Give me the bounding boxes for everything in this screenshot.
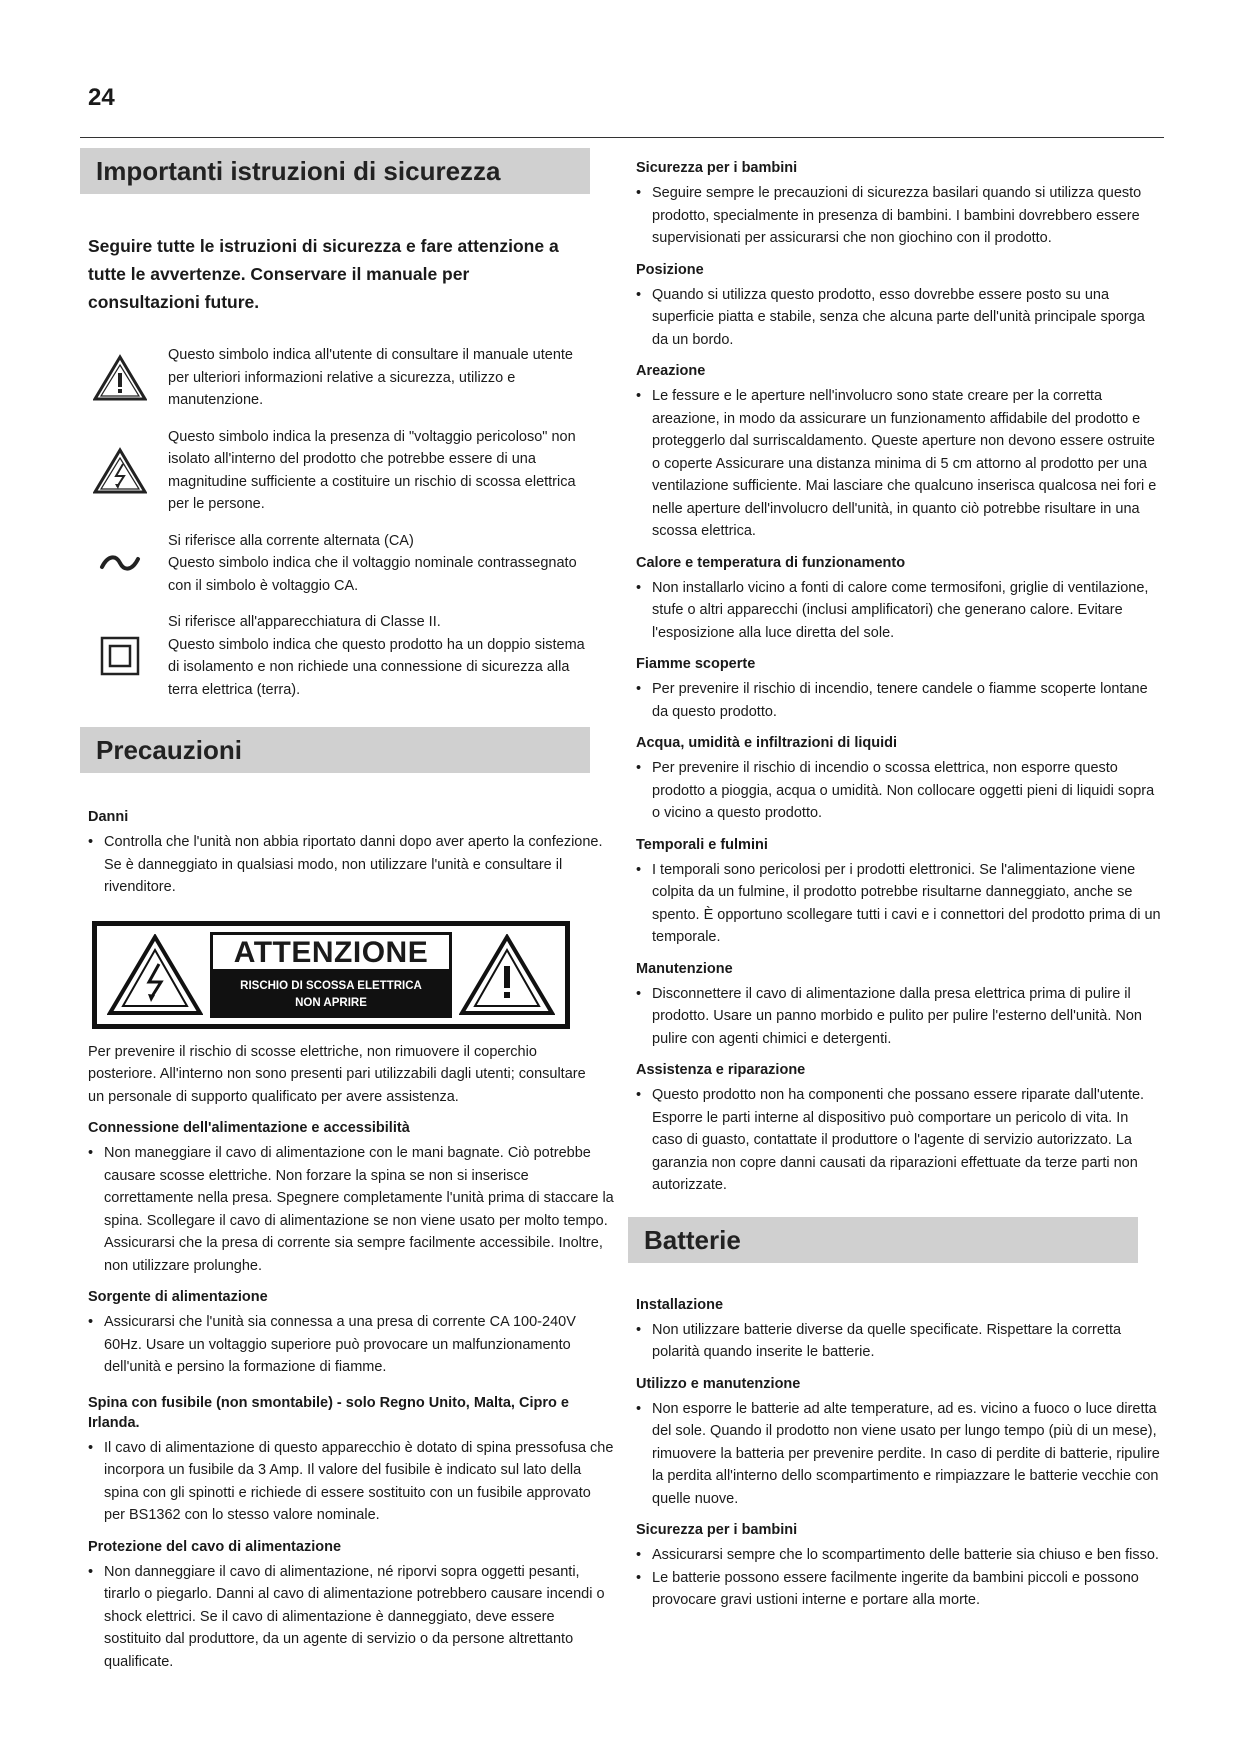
warning-label — [92, 921, 570, 1029]
section-heading: Installazione — [636, 1296, 724, 1313]
symbol-description: Questo simbolo indica che il voltaggio nominale contrassegnato con il simbolo è voltaggio CA. — [168, 555, 577, 594]
symbol-row-voltage — [80, 426, 610, 516]
bullet-item: • Non installarlo vicino a fonti di calore come termosifoni, griglie di ventilazione, stufe o altri apparecchi (inclusi amplificatori) che generano calore. Evitare l'esposizione alla luce diretta del sole. — [636, 577, 1162, 645]
bullet-item: • Disconnettere il cavo di alimentazione dalla presa elettrica prima di pulire il prodotto. Usare un panno morbido e pulito per pulire l'esterno dell'unità. Non pulire con agenti chimici e detergenti. — [636, 983, 1162, 1051]
section-heading: Sicurezza per i bambini — [636, 1522, 798, 1538]
section-heading: Utilizzo e manutenzione — [636, 1375, 801, 1392]
right-column — [628, 148, 1161, 1612]
precautions-banner: Precauzioni — [80, 727, 590, 773]
symbol-description: Questo simbolo indica la presenza di "voltaggio pericoloso" non isolato all'interno del prodotto che potrebbe essere di una magnitudine sufficiente a costituire un rischio di scossa elettrica per le persone. — [168, 428, 576, 512]
bullet-item: • Per prevenire il rischio di incendio, tenere candele o fiamme scoperte lontane da questo prodotto. — [636, 678, 1162, 723]
warning-title: ATTENZIONE — [210, 932, 452, 972]
header-rule — [80, 137, 1164, 138]
section-heading: Calore e temperatura di funzionamento — [636, 554, 906, 571]
section-heading: Sorgente di alimentazione — [88, 1289, 268, 1305]
bullet-item: • Seguire sempre le precauzioni di sicurezza basilari quando si utilizza questo prodotto, specialmente in presenza di bambini. I bambini dovrebbero essere supervisionati per assicurarsi che non giochino con il prodotto. — [636, 182, 1162, 250]
section-heading: Areazione — [636, 363, 706, 379]
intro-text: Seguire tutte le istruzioni di sicurezza e fare attenzione a tutte le avvertenze. Conservare il manuale per consultazioni future. — [88, 236, 559, 312]
warning-subtitle: RISCHIO DI SCOSSA ELETTRICA — [240, 979, 422, 992]
caution-triangle-icon — [80, 354, 160, 402]
bullet-item: • Non utilizzare batterie diverse da quelle specificate. Rispettare la corretta polarità quando inserite le batterie. — [636, 1319, 1162, 1364]
section-heading: Protezione del cavo di alimentazione — [88, 1538, 342, 1555]
section-heading: Spina con fusibile (non smontabile) - solo Regno Unito, Malta, Cipro e Irlanda. — [88, 1394, 569, 1431]
bullet-item: • Le batterie possono essere facilmente ingerite da bambini piccoli e possono provocare gravi ustioni interne e portare alla morte. — [636, 1567, 1162, 1612]
tilde-icon — [80, 553, 160, 573]
voltage-triangle-icon — [80, 447, 160, 495]
bullet-item: • Controlla che l'unità non abbia riportato danni dopo aver aperto la confezione. Se è danneggiato in qualsiasi modo, non utilizzare l'unità e consultare il rivenditore. — [88, 831, 614, 899]
bullet-item: • Quando si utilizza questo prodotto, esso dovrebbe essere posto su una superficie piatta e stabile, senza che alcuna parte dell'unità principale sporga da un bordo. — [636, 284, 1162, 352]
section-heading: Assistenza e riparazione — [636, 1062, 806, 1078]
section-heading: Posizione — [636, 261, 704, 278]
section-heading: Sicurezza per i bambini — [636, 160, 798, 176]
section-heading: Connessione dell'alimentazione e accessibilità — [88, 1120, 410, 1136]
bullet-item: • Le fessure e le aperture nell'involucro sono state creare per la corretta areazione, in modo da assicurare un funzionamento affidabile del prodotto e proteggerlo dal surriscaldamento. Queste aperture non devono essere ostruite o coperte Assicurare una distanza minima di 5 cm attorno al prodotto per una ventilazione sufficiente. Mai lasciare che qualcuno inserisca qualcosa nei fori e nelle aperture dell'involucro dell'unità, in quanto ciò potrebbe risultare in una scossa elettrica. — [636, 385, 1162, 543]
symbol-row-ac — [80, 530, 610, 598]
symbol-description: Si riferisce alla corrente alternata (CA) — [168, 532, 414, 549]
electric-hazard-icon — [107, 934, 203, 1016]
bullet-item: • Per prevenire il rischio di incendio o scossa elettrica, non esporre questo prodotto a pioggia, acqua o umidità. Non collocare oggetti pieni di liquidi sopra o vicino a questo prodotto. — [636, 757, 1162, 825]
symbol-description: Si riferisce all'apparecchiatura di Classe II. — [168, 614, 441, 630]
exclamation-hazard-icon — [459, 934, 555, 1016]
bullet-item: • Non maneggiare il cavo di alimentazione con le mani bagnate. Ciò potrebbe causare scosse elettriche. Non forzare la spina se non si inserisce correttamente nella presa. Spegnere completamente l'unità prima di staccare la spina. Scollegare il cavo di alimentazione se non viene usato per molto tempo. Assicurarsi che la presa di corrente sia sempre facilmente accessibile. Inoltre, non utilizzare prolunghe. — [88, 1142, 614, 1277]
section-heading: Fiamme scoperte — [636, 656, 756, 672]
bullet-item: • Assicurarsi sempre che lo scompartimento delle batterie sia chiuso e ben fisso. — [636, 1544, 1162, 1567]
bullet-item: • Non esporre le batterie ad alte temperature, ad es. vicino a fuoco o luce diretta del sole. Quando il prodotto non viene usato per lungo tempo (più di un mese), rimuovere la batteria per prevenire perdite. In caso di perdite di batterie, ripulire la perdita all'interno dello scompartimento e rimpiazzare le batterie vecchie con quelle nuove. — [636, 1398, 1162, 1511]
double-square-icon — [80, 636, 160, 676]
symbol-row-class2 — [80, 611, 610, 701]
section-heading: Acqua, umidità e infiltrazioni di liquidi — [636, 735, 898, 751]
symbol-row-caution — [80, 344, 610, 412]
bullet-item: • Assicurarsi che l'unità sia connessa a una presa di corrente CA 100-240V 60Hz. Usare un voltaggio superiore può provocare un malfunzionamento dell'unità e persino la formazione di fiamme. — [88, 1311, 614, 1379]
left-column — [80, 148, 614, 1673]
warning-subtitle: NON APRIRE — [295, 996, 367, 1009]
safety-banner: Importanti istruzioni di sicurezza — [80, 148, 590, 194]
section-heading: Temporali e fulmini — [636, 836, 768, 853]
warning-paragraph: Per prevenire il rischio di scosse elettriche, non rimuovere il coperchio posteriore. All'interno non sono presenti pari utilizzabili dagli utenti; consultare un personale di supporto qualificato per avere assistenza. — [88, 1043, 586, 1105]
section-heading: Manutenzione — [636, 960, 733, 977]
bullet-item: • I temporali sono pericolosi per i prodotti elettronici. Se l'alimentazione viene colpita da un fulmine, il prodotto potrebbe risultarne danneggiato, anche se spento. È opportuno scollegare tutti i cavi e i connettori del prodotto prima di un temporale. — [636, 859, 1162, 949]
section-heading: Danni — [88, 809, 129, 825]
bullet-item: • Non danneggiare il cavo di alimentazione, né riporvi sopra oggetti pesanti, tirarlo o piegarlo. Danni al cavo di alimentazione potrebbero causare incendi o shock elettrici. Se il cavo di alimentazione è danneggiato, deve essere sostituito dal produttore, da un agente di servizio o da persone altrettanto qualificate. — [88, 1561, 614, 1674]
batteries-banner: Batterie — [628, 1217, 1138, 1263]
bullet-item: • Questo prodotto non ha componenti che possano essere riparate dall'utente. Esporre le parti interne al dispositivo può comportare un pericolo di vita. In caso di guasto, contattate il produttore o l'agente di servizio autorizzato. La garanzia non copre danni causati da riparazioni effettuate da terze parti non autorizzate. — [636, 1084, 1162, 1197]
symbol-description: Questo simbolo indica all'utente di consultare il manuale utente per ulteriori informazioni relative a sicurezza, utilizzo e manutenzione. — [168, 347, 573, 408]
page-number: 24 — [88, 84, 115, 111]
symbol-description: Questo simbolo indica che questo prodotto ha un doppio sistema di isolamento e non richiede una connessione di sicurezza alla terra elettrica (terra). — [168, 636, 585, 698]
bullet-item: • Il cavo di alimentazione di questo apparecchio è dotato di spina pressofusa che incorpora un fusibile da 3 Amp. Il valore del fusibile è indicato sul lato della spina con gli spinotti e richiede di essere sostituito con un fusibile approvato per BS1362 con lo stesso valore nominale. — [88, 1437, 614, 1527]
